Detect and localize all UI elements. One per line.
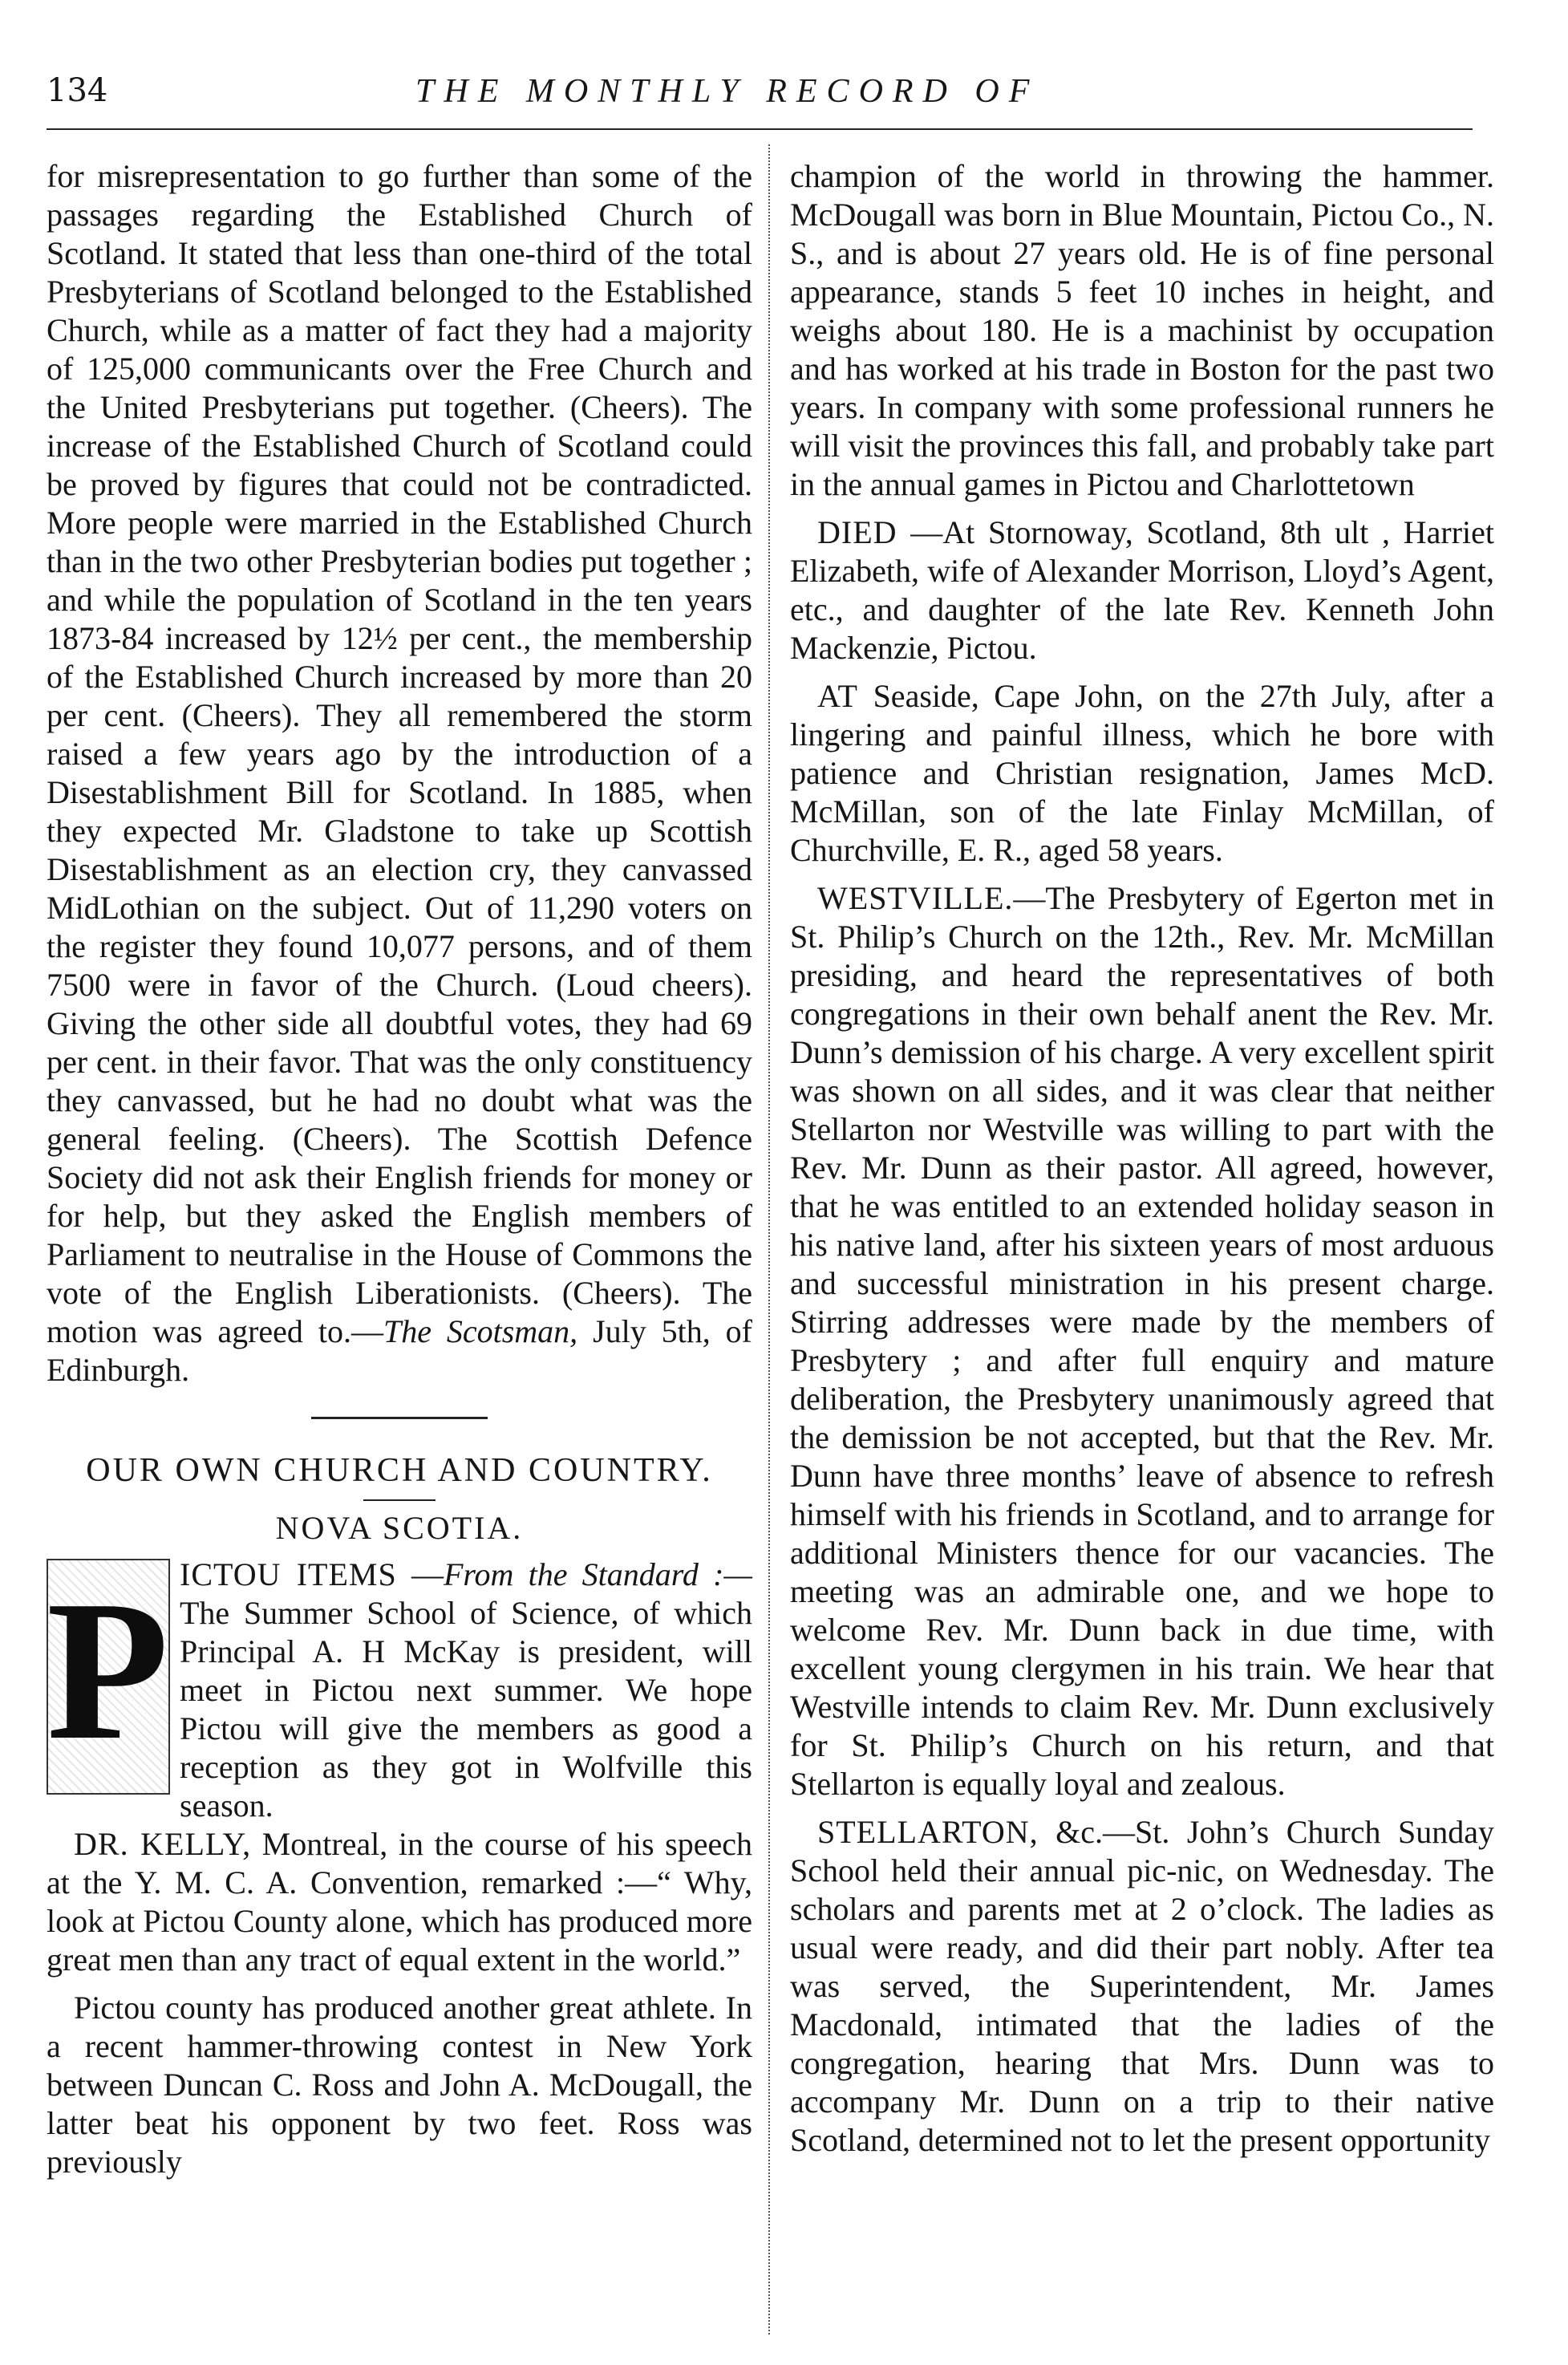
kelly-caps: DR. KELLY,	[74, 1826, 252, 1862]
stellarton-paragraph	[790, 1813, 1494, 2160]
stellarton-text: &c.—St. John’s Church Sunday School held their annual pic-nic, on Wednesday. The scholars and parents met at 2 o’clock. The ladies as usual were ready, and did their part nobly. After tea was served, the Superintendent, Mr. James Macdonald, intimated that the ladies of the congregation, hearing that Mrs. Dunn was to accompany Mr. Dunn on a trip to their native Scotland, determined not to let the present opportunity	[790, 1814, 1494, 2158]
page-header	[47, 69, 1473, 130]
kelly-text: Montreal, in the course of his speech at the Y. M. C. A. Convention, remarked :—“ Why, look at Pictou County alone, which has produced more great men than any tract of equal extent in the world.”	[47, 1826, 753, 1978]
running-title: THE MONTHLY RECORD OF	[415, 73, 1039, 110]
report-text: for misrepresentation to go further than some of the passages regarding the Established Church of Scotland. It stated that less than one-third of the total Presbyterians of Scotland belonged to the Established Church, while as a matter of fact they had a majority of 125,000 communicants over the Free Church and the United Presbyterians put together. (Cheers). The increase of the Established Church of Scotland could be proved by figures that could not be contradicted. More people were married in the Established Church than in the two other Presbyterian bodies put together ; and while the population of Scotland in the ten years 1873-84 increased by 12½ per cent., the membership of the Established Church increased by more than 20 per cent. (Cheers). They all remembered the storm raised a few years ago by the introduction of a Disestablishment Bill for Scotland. In 1885, when they expected Mr. Gladstone to take up Scottish Disestablishment as an election cry, they canvassed MidLothian on the subject. Out of 11,290 voters on the register they found 10,077 persons, and of them 7500 were in favor of the Church. (Loud cheers). Giving the other side all doubtful votes, they had 69 per cent. in their favor. That was the only constituency they canvassed, but he had no doubt what was the general feeling. (Cheers). The Scottish Defence Society did not ask their English friends for money or for help, but they asked the English members of Parliament to neutralise in the House of Commons the vote of the English Liberationists. (Cheers). The motion was agreed to.—	[47, 158, 752, 1349]
seaside-paragraph	[790, 677, 1494, 870]
westville-caps: WESTVILLE.	[817, 880, 1014, 916]
westville-text: —The Presbytery of Egerton met in St. Philip’s Church on the 12th., Rev. Mr. McMillan presiding, and heard the representatives of both congregations in their own behalf anent the Rev. Mr. Dunn’s demission of his charge. A very excellent spirit was shown on all sides, and it was clear that neither Stellarton nor Westville was willing to part with the Rev. Mr. Dunn as their pastor. All agreed, however, that he was entitled to an extended holiday season in his native land, after his sixteen years of most arduous and successful ministration in his present charge. Stirring addresses were made by the members of Presbytery ; and after full enquiry and mature deliberation, the Presbytery unanimously agreed that the demission be not accepted, but that the Rev. Mr. Dunn have three months’ leave of absence to refresh himself with his friends in Scotland, and to arrange for additional Ministers thence for our vacancies. The meeting was an admirable one, and we hope to welcome Rev. Mr. Dunn back in due time, with excellent young clergymen in his train. We hear that Westville intends to claim Rev. Mr. Dunn exclusively for St. Philip’s Church on his return, and that Stellarton is equally loyal and zealous.	[790, 880, 1494, 1802]
right-column	[790, 157, 1494, 2160]
scotsman-report-paragraph	[47, 157, 752, 1389]
stellarton-caps: STELLARTON,	[817, 1814, 1039, 1850]
athlete-continued-paragraph: champion of the world in throwing the hammer. McDougall was born in Blue Mountain, Pictou Co., N. S., and is about 27 years old. He is of fine personal appearance, stands 5 feet 10 inches in height, and weighs about 180. He is a machinist by occupation and has worked at his trade in Boston for the past two years. In company with some professional runners he will visit the provinces this fall, and probably take part in the annual games in Pictou and Charlottetown	[790, 158, 1494, 502]
sub-heading: NOVA SCOTIA.	[275, 1510, 524, 1546]
pictou-items-dash: —	[396, 1556, 444, 1592]
pictou-items-source: From the Standard :—	[443, 1556, 752, 1592]
westville-paragraph	[790, 879, 1494, 1803]
pictou-items-text: The Summer School of Science, of which Principal A. H McKay is president, will meet in Pictou next summer. We hope Pictou will give the members as good a reception as they got in Wolfville this season.	[180, 1595, 752, 1823]
kelly-paragraph	[47, 1825, 752, 1979]
column-divider	[768, 144, 770, 2335]
seaside-caps: AT	[817, 678, 858, 714]
heading-rule	[363, 1499, 436, 1501]
dropcap-letter: P	[47, 1560, 169, 1782]
seaside-text: Seaside, Cape John, on the 27th July, after a lingering and painful illness, which he bore with patience and Christian resignation, James McD. McMillan, son of the late Finlay McMillan, of Churchville, E. R., aged 58 years.	[790, 678, 1494, 868]
section-divider	[311, 1417, 488, 1419]
source-date: July 5th, of Edinburgh.	[47, 1313, 752, 1388]
died-caps: DIED	[817, 514, 897, 550]
pictou-items-paragraph	[47, 1556, 752, 1825]
pictou-items-caps: ICTOU ITEMS	[180, 1556, 397, 1592]
page-number: 134	[47, 72, 108, 109]
section-heading: OUR OWN CHURCH AND COUNTRY.	[86, 1452, 713, 1489]
decorative-dropcap	[47, 1559, 167, 1791]
athlete-paragraph: Pictou county has produced another great athlete. In a recent hammer-throwing contest in New York between Duncan C. Ross and John A. McDougall, the latter beat his opponent by two feet. Ross was previously	[47, 1990, 752, 2180]
left-column	[47, 157, 752, 2181]
died-text: —At Stornoway, Scotland, 8th ult , Harriet Elizabeth, wife of Alexander Morrison, Lloyd’s Agent, etc., and daughter of the late Rev. Kenneth John Mackenzie, Pictou.	[790, 514, 1494, 666]
source-name: The Scotsman,	[383, 1313, 578, 1349]
died-paragraph	[790, 513, 1494, 667]
